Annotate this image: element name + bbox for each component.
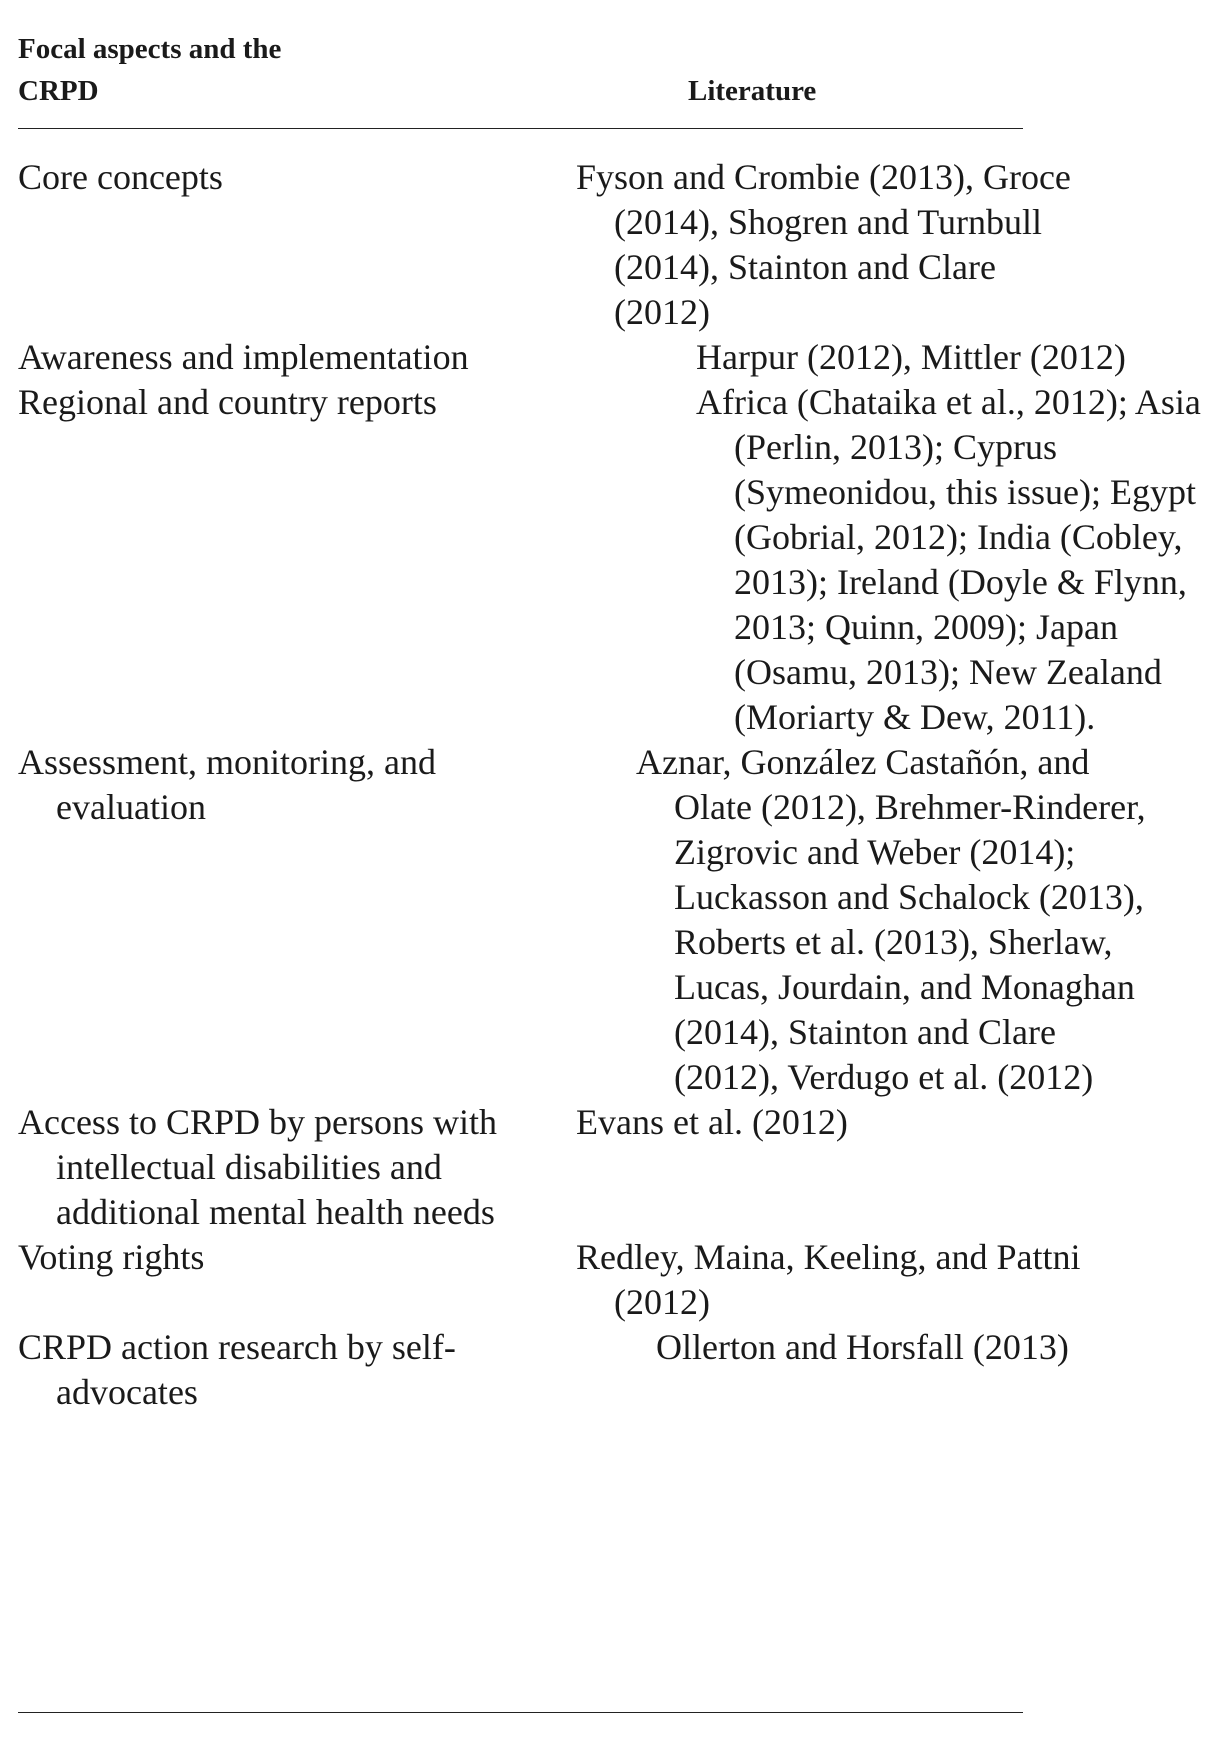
literature-table [18,0,1201,1415]
table-row [18,1325,1069,1415]
table-row [18,155,1071,335]
header-literature: Literature [688,75,817,107]
aspect-cell: Core concepts [18,157,223,197]
table-bottom-rule [18,1712,1023,1713]
header-focal-aspects: Focal aspects and the CRPD [18,33,282,107]
table-row [18,740,1146,1100]
table-row [18,1100,1023,1235]
aspect-cell: Regional and country reports [18,382,437,422]
literature-cell: Redley, Maina, Keeling, and Pattni (2012) [576,1237,1081,1322]
aspect-cell: Access to CRPD by persons with intellectual disabilities and additional mental health needs [18,1102,497,1232]
literature-cell: Fyson and Crombie (2013), Groce (2014), Shogren and Turnbull (2014), Stainton and Clare (2012) [576,157,1071,332]
table-row [18,1235,1081,1325]
aspect-cell: Awareness and implementation [18,337,469,377]
aspect-cell: Voting rights [18,1237,205,1277]
literature-cell: Aznar, González Castañón, and Olate (2012), Brehmer-Rinderer, Zigrovic and Weber (2014); Luckasson and Schalock (2013), Roberts et al. (2013), Sherlaw, Lucas, Jourdain, and Monaghan (2014), Stainton and Clare (2012), Verdugo et al. (2012) [636,742,1146,1097]
table-row [18,335,1126,380]
aspect-cell: Assessment, monitoring, and evaluation [18,742,436,827]
literature-cell: Evans et al. (2012) [576,1102,848,1142]
table-header [18,0,1023,129]
literature-cell: Africa (Chataika et al., 2012); Asia (Perlin, 2013); Cyprus (Symeonidou, this issue); Egypt (Gobrial, 2012); India (Cobley, 2013); Ireland (Doyle & Flynn, 2013; Quinn, 2009); Japan (Osamu, 2013); New Zealand (Moriarty & Dew, 2011). [696,382,1201,737]
literature-cell: Ollerton and Horsfall (2013) [656,1327,1069,1367]
literature-cell: Harpur (2012), Mittler (2012) [696,337,1126,377]
table-body [18,129,1201,1415]
aspect-cell: CRPD action research by self-advocates [18,1327,456,1412]
table-row [18,380,1201,740]
